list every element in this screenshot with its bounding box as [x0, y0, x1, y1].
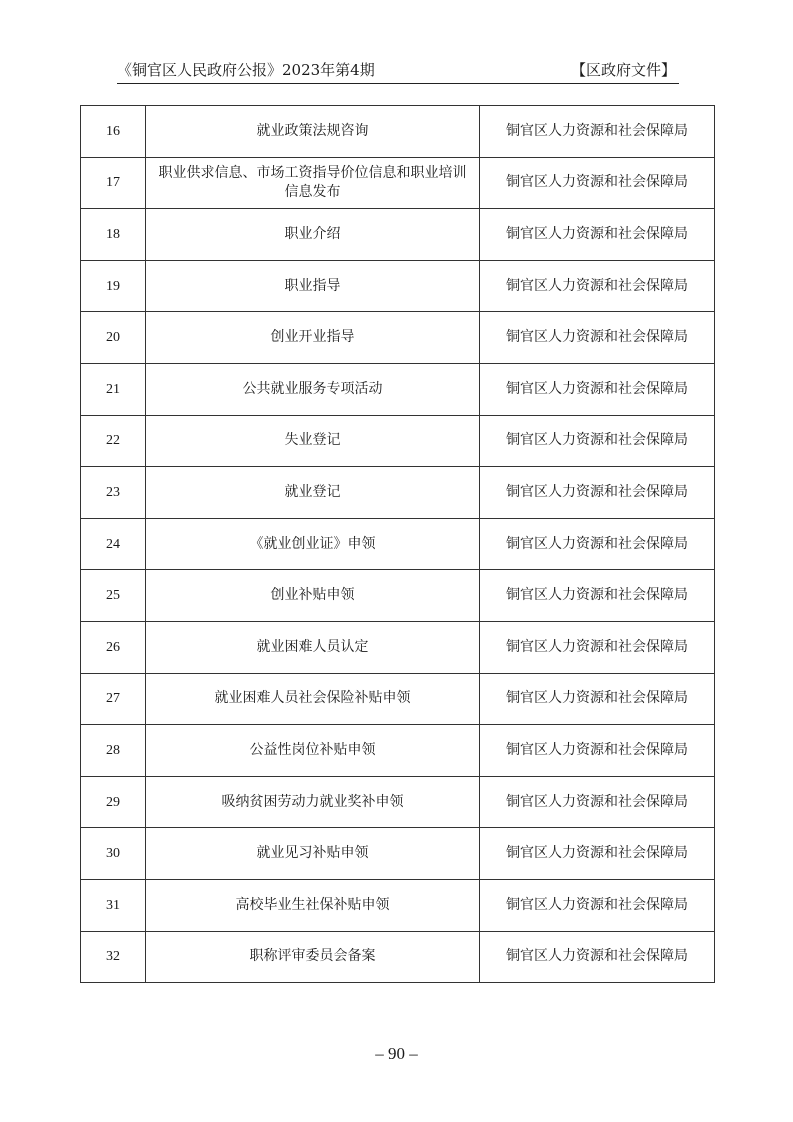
service-item-cell: 就业困难人员社会保险补贴申领 [146, 673, 480, 725]
table-body [81, 106, 715, 983]
page-number: – 90 – [375, 1044, 418, 1063]
service-table [80, 105, 715, 983]
service-item-cell: 公益性岗位补贴申领 [146, 725, 480, 777]
service-table-container [80, 105, 714, 983]
table-row [81, 312, 715, 364]
table-row [81, 363, 715, 415]
department-cell: 铜官区人力资源和社会保障局 [480, 106, 715, 158]
row-number-cell: 29 [81, 776, 146, 828]
service-item-cell: 《就业创业证》申领 [146, 518, 480, 570]
service-item-cell: 职称评审委员会备案 [146, 931, 480, 983]
service-item-cell: 高校毕业生社保补贴申领 [146, 879, 480, 931]
service-item-cell: 就业登记 [146, 467, 480, 519]
department-cell: 铜官区人力资源和社会保障局 [480, 931, 715, 983]
row-number-cell: 21 [81, 363, 146, 415]
table-row [81, 931, 715, 983]
table-row [81, 106, 715, 158]
service-item-cell: 吸纳贫困劳动力就业奖补申领 [146, 776, 480, 828]
row-number-cell: 27 [81, 673, 146, 725]
page-header [117, 58, 676, 80]
table-row [81, 621, 715, 673]
service-item-cell: 职业介绍 [146, 209, 480, 261]
department-cell: 铜官区人力资源和社会保障局 [480, 209, 715, 261]
department-cell: 铜官区人力资源和社会保障局 [480, 157, 715, 209]
row-number-cell: 32 [81, 931, 146, 983]
department-cell: 铜官区人力资源和社会保障局 [480, 467, 715, 519]
table-row [81, 776, 715, 828]
table-row [81, 725, 715, 777]
row-number-cell: 22 [81, 415, 146, 467]
row-number-cell: 31 [81, 879, 146, 931]
department-cell: 铜官区人力资源和社会保障局 [480, 518, 715, 570]
service-item-cell: 职业指导 [146, 260, 480, 312]
service-item-cell: 职业供求信息、市场工资指导价位信息和职业培训信息发布 [146, 157, 480, 209]
row-number-cell: 20 [81, 312, 146, 364]
department-cell: 铜官区人力资源和社会保障局 [480, 673, 715, 725]
row-number-cell: 26 [81, 621, 146, 673]
row-number-cell: 25 [81, 570, 146, 622]
table-row [81, 467, 715, 519]
service-item-cell: 失业登记 [146, 415, 480, 467]
row-number-cell: 24 [81, 518, 146, 570]
row-number-cell: 28 [81, 725, 146, 777]
table-row [81, 415, 715, 467]
department-cell: 铜官区人力资源和社会保障局 [480, 776, 715, 828]
row-number-cell: 30 [81, 828, 146, 880]
service-item-cell: 创业开业指导 [146, 312, 480, 364]
header-divider [117, 83, 679, 84]
service-item-cell: 就业见习补贴申领 [146, 828, 480, 880]
publication-title: 《铜官区人民政府公报》2023年第4期 [117, 60, 375, 79]
department-cell: 铜官区人力资源和社会保障局 [480, 260, 715, 312]
service-item-cell: 创业补贴申领 [146, 570, 480, 622]
section-label: 【区政府文件】 [570, 60, 676, 79]
table-row [81, 879, 715, 931]
service-item-cell: 就业困难人员认定 [146, 621, 480, 673]
department-cell: 铜官区人力资源和社会保障局 [480, 879, 715, 931]
table-row [81, 673, 715, 725]
department-cell: 铜官区人力资源和社会保障局 [480, 363, 715, 415]
service-item-cell: 就业政策法规咨询 [146, 106, 480, 158]
row-number-cell: 17 [81, 157, 146, 209]
row-number-cell: 18 [81, 209, 146, 261]
table-row [81, 518, 715, 570]
row-number-cell: 16 [81, 106, 146, 158]
department-cell: 铜官区人力资源和社会保障局 [480, 828, 715, 880]
department-cell: 铜官区人力资源和社会保障局 [480, 725, 715, 777]
table-row [81, 260, 715, 312]
table-row [81, 157, 715, 209]
row-number-cell: 23 [81, 467, 146, 519]
service-item-cell: 公共就业服务专项活动 [146, 363, 480, 415]
department-cell: 铜官区人力资源和社会保障局 [480, 570, 715, 622]
department-cell: 铜官区人力资源和社会保障局 [480, 415, 715, 467]
row-number-cell: 19 [81, 260, 146, 312]
table-row [81, 570, 715, 622]
table-row [81, 209, 715, 261]
table-row [81, 828, 715, 880]
department-cell: 铜官区人力资源和社会保障局 [480, 312, 715, 364]
department-cell: 铜官区人力资源和社会保障局 [480, 621, 715, 673]
